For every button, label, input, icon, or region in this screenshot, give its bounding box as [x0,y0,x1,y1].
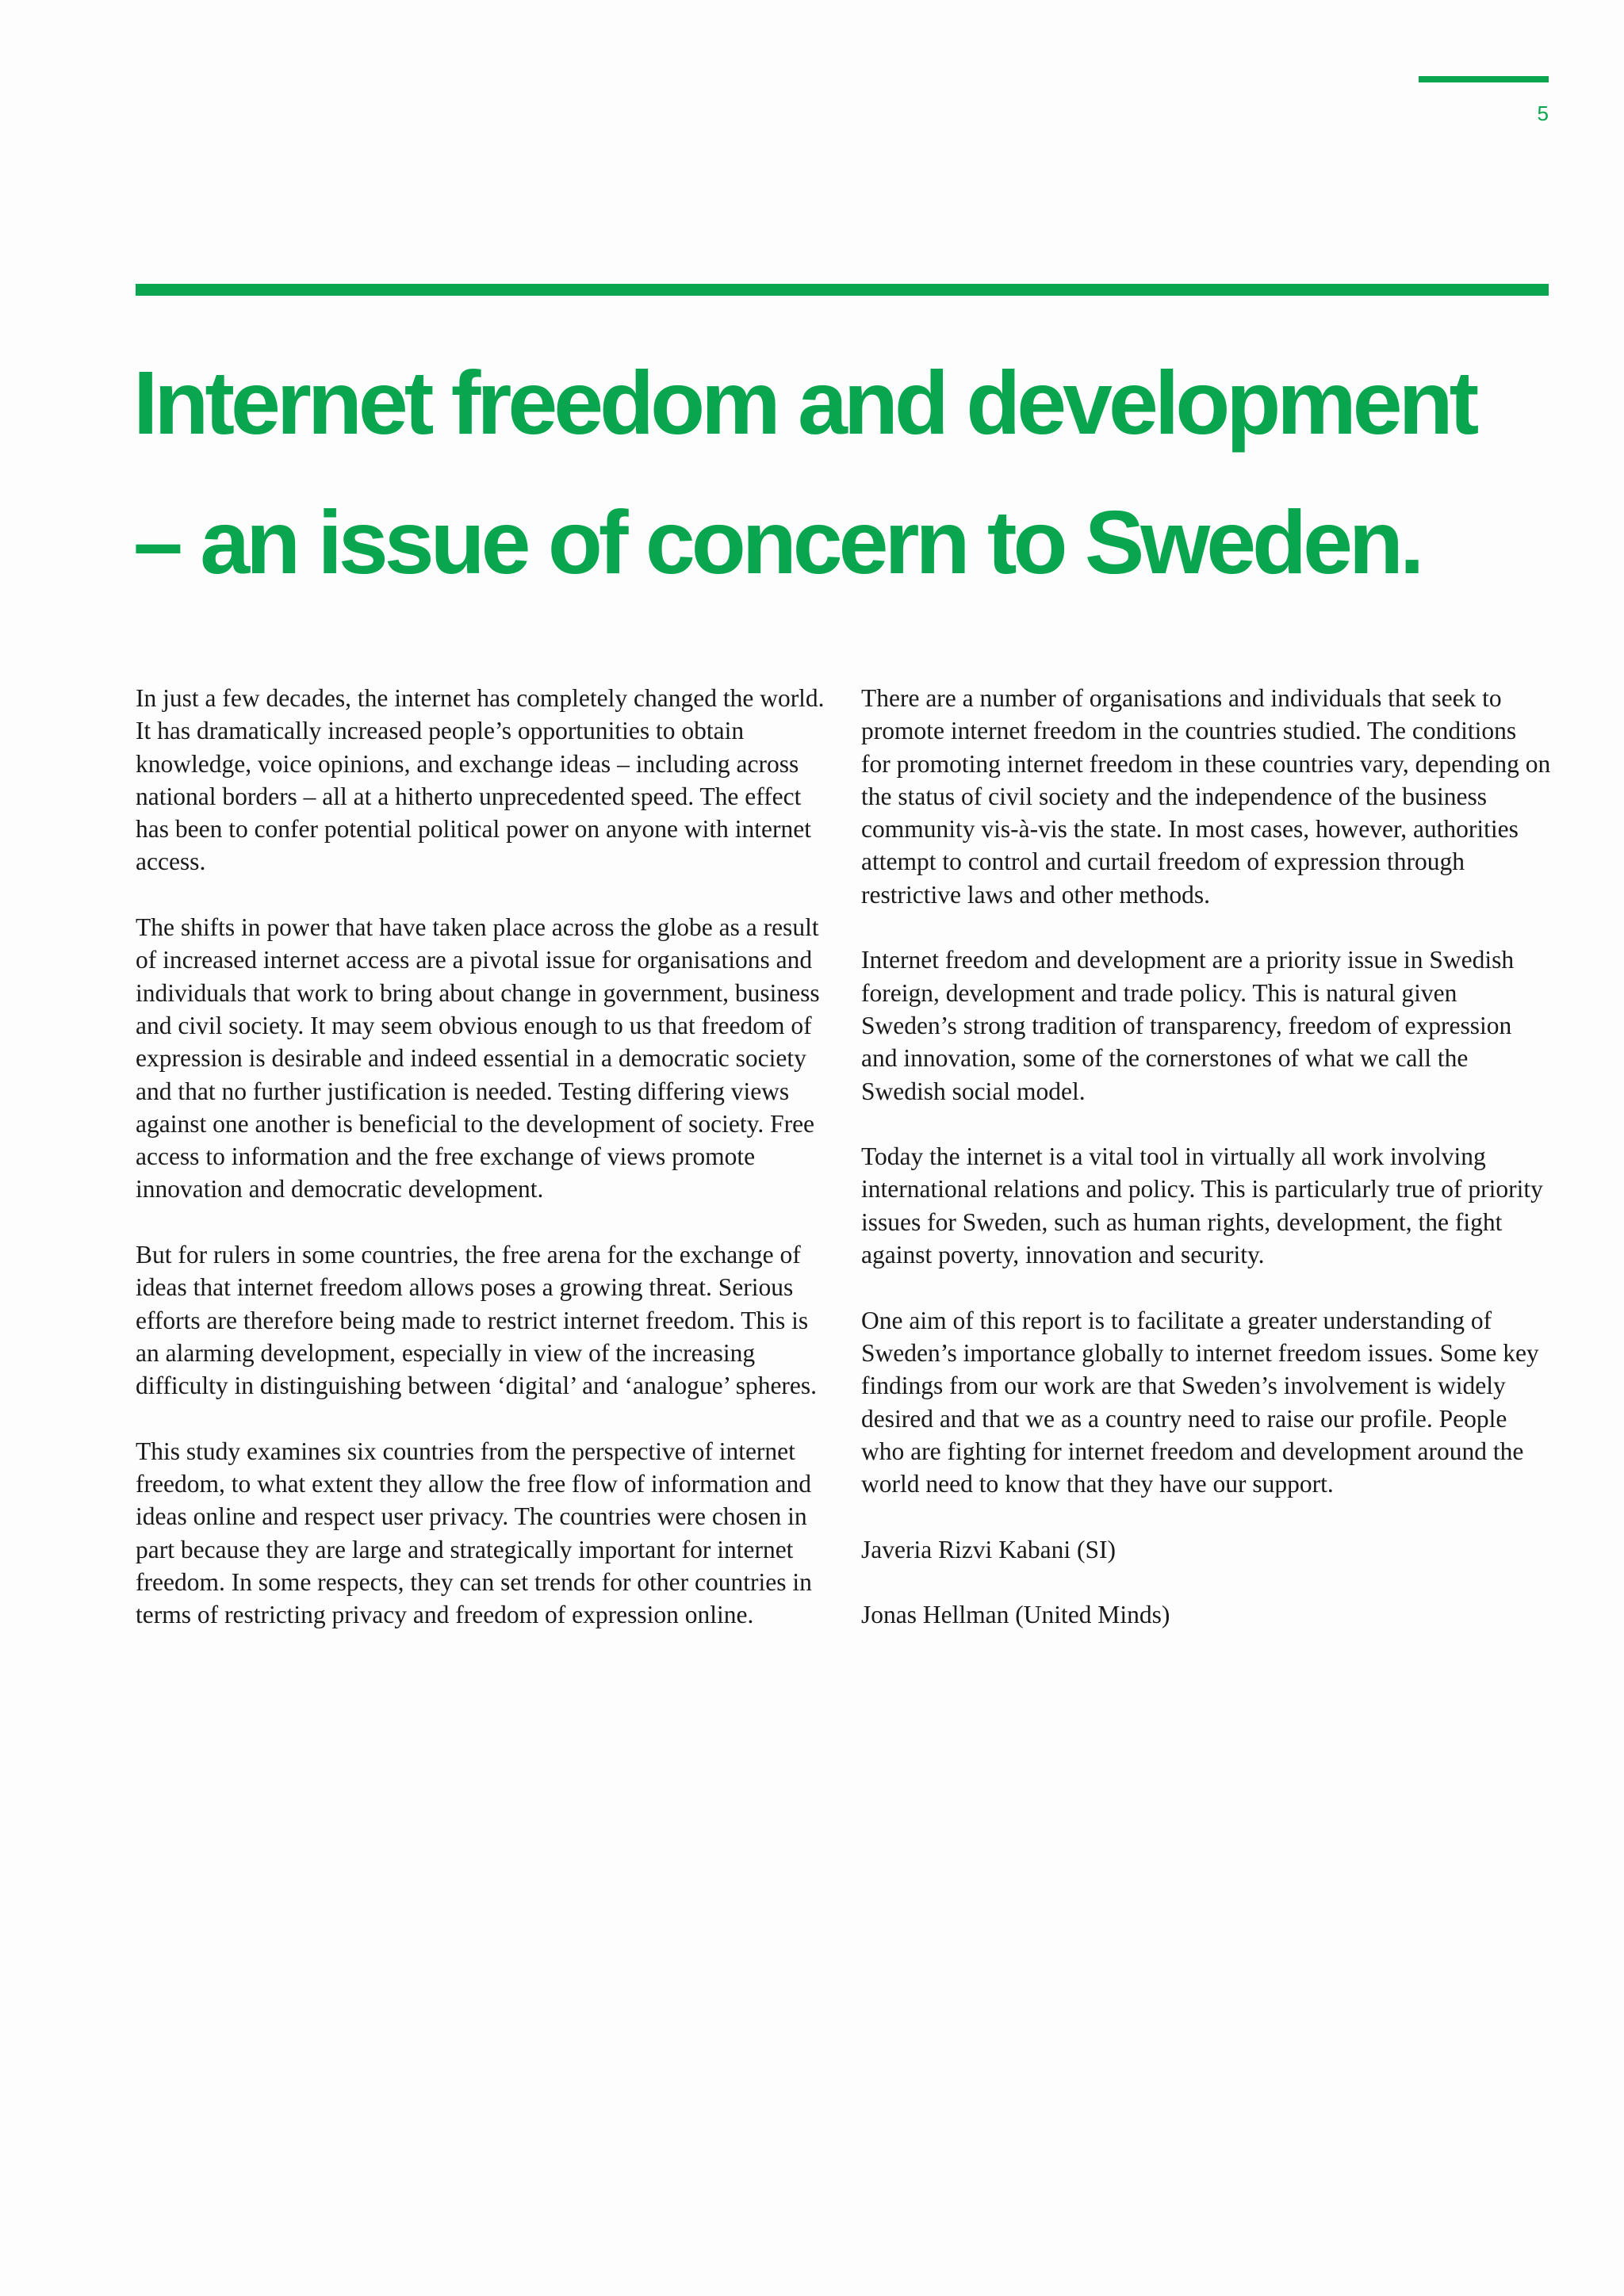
body-paragraph: One aim of this report is to facilitate a greater understanding of Sweden’s importance globally to internet freedom issues. Some key findings from our work are that Sweden’s involvement is widely desired and that we as a country need to raise our profile. People who are fighting for internet freedom and development around the world need to know that they have our support. [861,1306,1539,1498]
left-column [136,682,825,1664]
title-accent-rule [136,284,1549,296]
body-paragraph: Internet freedom and development are a priority issue in Swedish foreign, development and trade policy. This is natural given Sweden’s strong tradition of transparency, freedom of expression and innovation, some of the cornerstones of what we call the Swedish social model. [861,946,1515,1105]
body-paragraph: The shifts in power that have taken place across the globe as a result of increased internet access are a pivotal issue for organisations and individuals that work to bring about change in government, business and civil society. It may seem obvious enough to us that freedom of expression is desirable and indeed essential in a democratic society and that no further justification is needed. Testing differing views against one another is beneficial to the development of society. Free access to information and the free exchange of views promote innovation and democratic development. [136,913,820,1203]
page-number: 5 [1537,101,1549,125]
signature-author-1: Javeria Rizvi Kabani (SI) [861,1535,1116,1563]
body-paragraph: But for rulers in some countries, the free arena for the exchange of ideas that internet freedom allows poses a growing threat. Serious efforts are therefore being made to restrict internet freedom. This is an alarming development, especially in view of the increasing difficulty in distinguishing between ‘digital’ and ‘analogue’ spheres. [136,1241,818,1400]
page-title [133,333,1592,612]
right-column [861,682,1551,1664]
body-paragraph: There are a number of organisations and individuals that seek to promote internet freedom in the countries studied. The conditions for promoting internet freedom in these countries vary, depending on the status of civil society and the independence of the business community vis-à-vis the state. In most cases, however, authorities attempt to control and curtail freedom of expression through restrictive laws and other methods. [861,684,1551,909]
body-paragraph: In just a few decades, the internet has completely changed the world. It has dramatically increased people’s opportunities to obtain knowledge, voice opinions, and exchange ideas – including across national borders – all at a hitherto unprecedented speed. The effect has been to confer potential political power on anyone with internet access. [136,684,825,876]
title-line-1: Internet freedom and development [133,353,1476,453]
body-paragraph: This study examines six countries from the perspective of internet freedom, to what extent they allow the free flow of information and ideas online and respect user privacy. The countries were chosen in part because they are large and strategically important for internet freedom. In some respects, they can set trends for other countries in terms of restricting privacy and freedom of expression online. [136,1437,812,1629]
title-line-2: – an issue of concern to Sweden. [133,492,1421,592]
body-paragraph: Today the internet is a vital tool in virtually all work involving international relations and policy. This is particularly true of priority issues for Sweden, such as human rights, development, the fight against poverty, innovation and security. [861,1142,1543,1269]
top-accent-rule [1419,76,1549,82]
signature-author-2: Jonas Hellman (United Minds) [861,1601,1170,1629]
